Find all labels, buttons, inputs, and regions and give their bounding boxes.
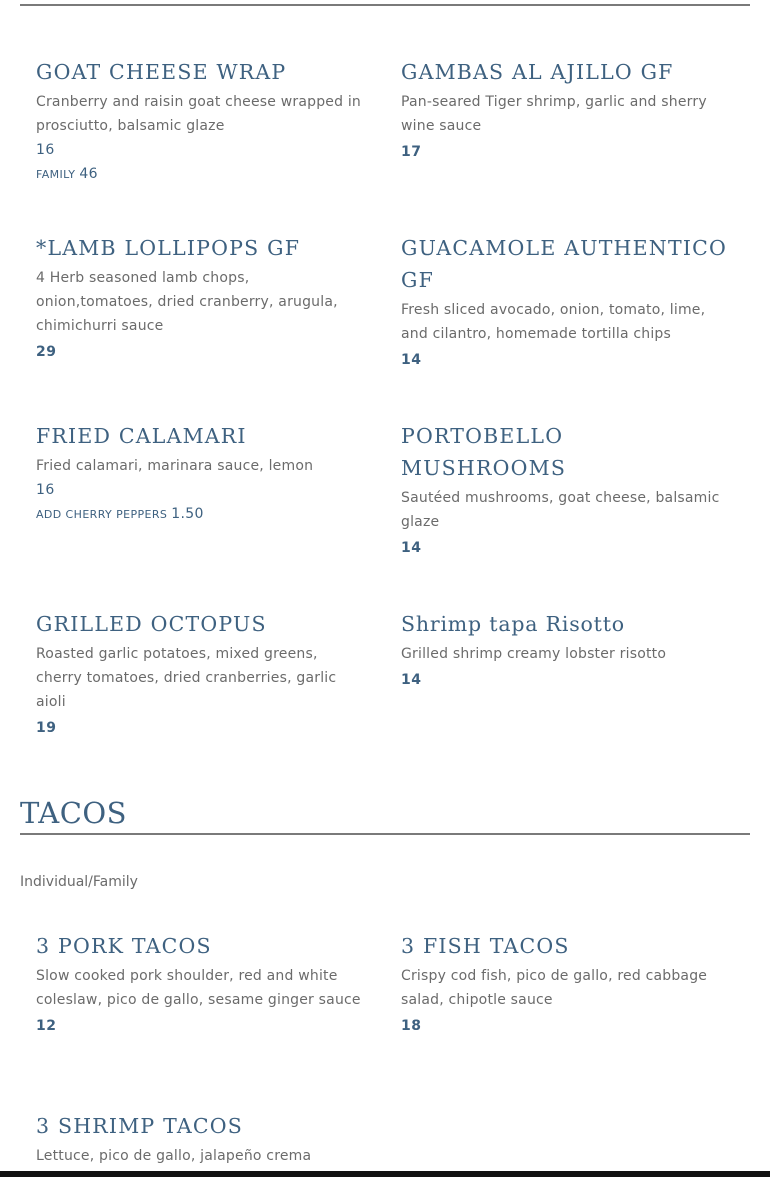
item-price: 29 [36,344,57,360]
item-name: GRILLED OCTOPUS [36,612,267,636]
variant-price: 46 [79,166,98,182]
menu-item-fish-tacos [401,930,731,1038]
item-description: Slow cooked pork shoulder, red and white coleslaw, pico de gallo, sesame ginger sauce [36,968,361,1008]
item-name: GOAT CHEESE WRAP [36,60,287,84]
menu-item-shrimp-tacos [36,1110,366,1168]
section-divider [20,833,750,835]
item-price: 14 [401,672,422,688]
variant-price: 1.50 [171,506,204,522]
item-description: Cranberry and raisin goat cheese wrapped in prosciutto, balsamic glaze [36,94,362,134]
item-description: Sautéed mushrooms, goat cheese, balsamic glaze [401,490,720,530]
item-name: GAMBAS AL AJILLO GF [401,60,674,84]
item-description: Lettuce, pico de gallo, jalapeño crema [36,1148,312,1164]
menu-item-shrimp-tapa-risotto [401,608,731,692]
item-name: *LAMB LOLLIPOPS GF [36,236,301,260]
item-description: Roasted garlic potatoes, mixed greens, cherry tomatoes, dried cranberries, garlic aioli [36,646,337,710]
variant-label: FAMILY [36,168,76,181]
menu-item-fried-calamari [36,420,366,527]
item-price: 14 [401,352,422,368]
menu-item-guacamole-authentico [401,232,731,372]
item-price: 16 [36,142,55,158]
bottom-bar [0,1171,770,1177]
section-title-tacos: TACOS [20,796,128,830]
item-name: PORTOBELLO MUSHROOMS [401,424,567,480]
item-price: 19 [36,720,57,736]
item-name: Shrimp tapa Risotto [401,612,625,636]
item-price: 17 [401,144,422,160]
item-variant [36,502,366,527]
item-name: FRIED CALAMARI [36,424,247,448]
item-price: 18 [401,1018,422,1034]
item-name: 3 PORK TACOS [36,934,212,958]
item-variant [36,162,366,187]
item-price: 14 [401,540,422,556]
item-name: GUACAMOLE AUTHENTICO GF [401,236,728,292]
item-description: Grilled shrimp creamy lobster risotto [401,646,667,662]
item-price: 16 [36,482,55,498]
item-description: Fresh sliced avocado, onion, tomato, lime, and cilantro, homemade tortilla chips [401,302,706,342]
section-note: Individual/Family [20,874,138,890]
top-divider [20,4,750,6]
item-description: Pan-seared Tiger shrimp, garlic and sherry wine sauce [401,94,707,134]
menu-item-goat-cheese-wrap [36,56,366,187]
item-name: 3 FISH TACOS [401,934,570,958]
item-description: 4 Herb seasoned lamb chops, onion,tomatoes, dried cranberry, arugula, chimichurri sauce [36,270,338,334]
menu-item-pork-tacos [36,930,366,1038]
menu-item-gambas-al-ajillo [401,56,731,164]
menu-item-lamb-lollipops [36,232,366,364]
menu-item-portobello-mushrooms [401,420,731,560]
item-description: Crispy cod fish, pico de gallo, red cabbage salad, chipotle sauce [401,968,708,1008]
item-price: 12 [36,1018,57,1034]
item-name: 3 SHRIMP TACOS [36,1114,244,1138]
item-description: Fried calamari, marinara sauce, lemon [36,458,314,474]
variant-label: ADD CHERRY PEPPERS [36,508,168,521]
menu-item-grilled-octopus [36,608,366,740]
